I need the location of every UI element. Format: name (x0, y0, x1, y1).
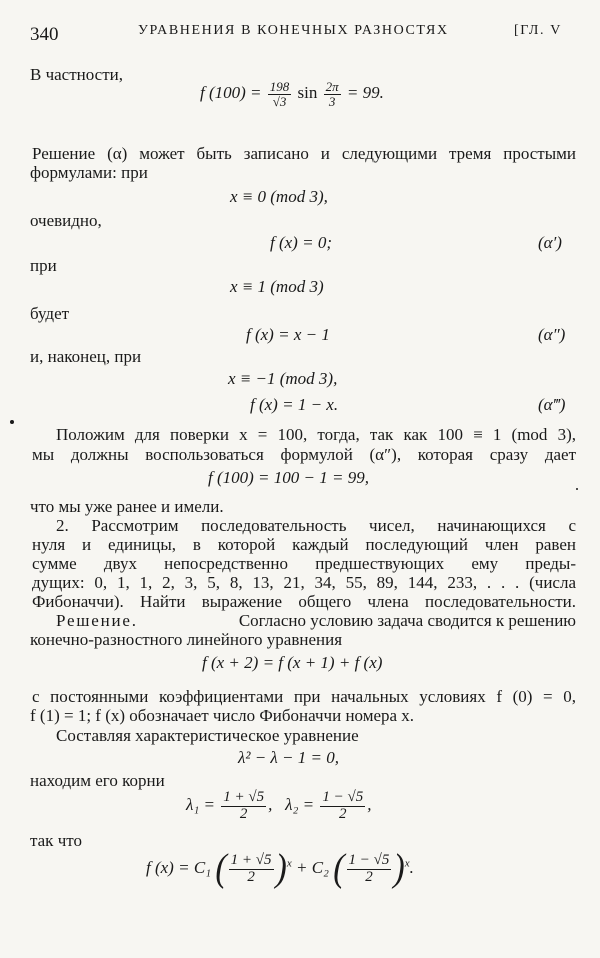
numerator: 198 (269, 79, 290, 94)
fraction (221, 790, 266, 823)
formula-x-mod-0: x ≡ 0 (mod 3), (230, 187, 328, 206)
formula-f100 (200, 80, 384, 108)
text-line: и, наконец, при (30, 347, 142, 366)
exponent: x (404, 857, 410, 870)
formula-lhs: f (100) = (200, 83, 262, 103)
formula-recurrence: f (x + 2) = f (x + 1) + f (x) (202, 653, 383, 672)
text-line: В частности, (30, 65, 124, 84)
text-line: будет (30, 304, 70, 323)
fraction (324, 80, 341, 108)
formula-fx-0: f (x) = 0; (270, 233, 332, 252)
denominator: √3 (272, 93, 287, 109)
text-line: нуля и единицы, в которой каждый последующий член равен (32, 535, 576, 554)
equation-tag: (α″) (538, 325, 566, 344)
running-title: УРАВНЕНИЯ В КОНЕЧНЫХ РАЗНОСТЯХ (138, 23, 449, 38)
paren-close: ) (393, 847, 405, 890)
formula-characteristic: λ² − λ − 1 = 0, (238, 748, 339, 767)
text-line: сумме двух непосредственно предшествующих ему преды- (32, 554, 576, 573)
fraction (268, 80, 292, 108)
formula-f100-check: f (100) = 100 − 1 = 99, (208, 468, 369, 487)
text-line: формулами: при (30, 163, 148, 182)
text-line: Положим для поверки x = 100, тогда, так как 100 ≡ 1 (mod 3), (56, 425, 576, 444)
paren-open: ( (333, 847, 345, 890)
text-line: Фибоначчи). Найти выражение общего члена последовательности. (32, 592, 576, 611)
page-number: 340 (30, 24, 59, 45)
print-speck (10, 420, 14, 424)
numerator: 1 + √5 (230, 851, 272, 868)
text-line: при (30, 256, 57, 275)
formula-fx-x-minus-1: f (x) = x − 1 (246, 325, 330, 344)
text-fragment: Согласно условию задача сводится к решению (238, 611, 576, 630)
solution-label: Решение. (56, 611, 138, 630)
numerator: 1 − √5 (322, 789, 364, 805)
equation-tag: (α′) (538, 233, 562, 252)
text-line: так что (30, 831, 82, 850)
fraction (229, 853, 274, 886)
numerator: 1 − √5 (348, 851, 390, 868)
paren-open: ( (215, 847, 227, 890)
numerator: 1 + √5 (223, 789, 265, 805)
formula-roots: λ₁ = $\frac{1 + √5}{2}$ , λ₂ = $\frac{1 - √5}{2}$ , (186, 789, 372, 822)
denominator: 3 (328, 93, 336, 109)
equation-tag: (α‴) (538, 395, 566, 414)
lambda1-lhs: λ₁ = (186, 795, 215, 815)
fraction (320, 790, 365, 823)
text-line: Составляя характеристическое уравнение (56, 726, 359, 745)
text-line: очевидно, (30, 211, 102, 230)
general-lhs: f (x) = C₁ (146, 857, 212, 877)
text-line: находим его корни (30, 771, 165, 790)
text-line: что мы уже ранее и имели. (30, 497, 224, 516)
formula-rhs: = 99. (346, 83, 384, 103)
formula-fx-1-minus-x: f (x) = 1 − x. (250, 395, 339, 414)
text-line: конечно-разностного линейного уравнения (30, 630, 343, 649)
text-line: дущих: 0, 1, 1, 2, 3, 5, 8, 13, 21, 34, 55, 89, 144, 233, . . . (числа (32, 573, 576, 592)
text-line (56, 612, 576, 629)
print-speck (576, 488, 578, 490)
denominator: 2 (339, 805, 347, 822)
numerator: 2π (325, 79, 339, 94)
denominator: 2 (365, 868, 373, 885)
text-line: мы должны воспользоваться формулой (α″), которая сразу дает (32, 445, 576, 464)
text-line: f (1) = 1; f (x) обозначает число Фибоначчи номера x. (30, 706, 415, 725)
text-line: Решение (α) может быть записано и следующими тремя простыми (32, 144, 576, 163)
sin-label: sin (297, 83, 318, 103)
formula-general-solution: f (x) = C₁ ( $\frac{1 + √5}{2}$ )$^x$ + C₂ ( $\frac{1 - √5}{2}$ )$^x$. (146, 847, 414, 890)
denominator: 2 (247, 868, 255, 885)
text-line: с постоянными коэффициентами при начальных условиях f (0) = 0, (32, 687, 576, 706)
exponent: x (286, 857, 292, 870)
chapter-label: [ГЛ. V (514, 23, 562, 38)
formula-x-mod-minus-1: x ≡ −1 (mod 3), (228, 369, 338, 388)
text-line: 2. Рассмотрим последовательность чисел, начинающихся с (56, 516, 576, 535)
formula-x-mod-1: x ≡ 1 (mod 3) (230, 277, 324, 296)
paren-close: ) (275, 847, 287, 890)
lambda2-lhs: λ₂ = (285, 795, 315, 815)
fraction (347, 853, 392, 886)
general-plus: + C₂ (295, 857, 329, 877)
denominator: 2 (239, 805, 248, 822)
